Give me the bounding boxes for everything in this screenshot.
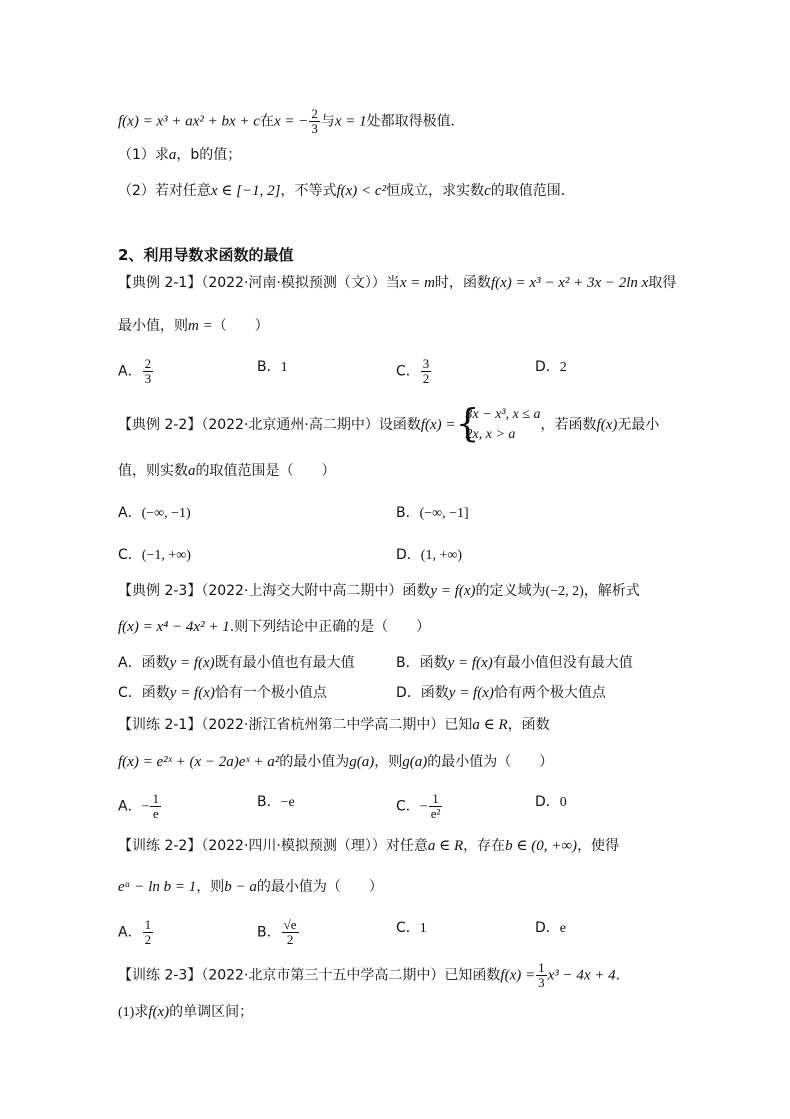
example-tag: 【典例 2-1】 — [118, 275, 202, 291]
subquestion-1: （1）求a，b的值； — [118, 147, 242, 163]
option-a[interactable]: A．− $\frac{1}{e}$ — [118, 791, 159, 821]
option-a[interactable]: A．(−∞, −1) — [118, 505, 191, 521]
option-d[interactable]: D．e — [535, 920, 566, 936]
option-d[interactable]: D．2 — [535, 359, 567, 375]
problem-condition-line: f(x) = x³ + ax² + bx + c在x = − $\frac{2}{3}$ 与x = 1处都取得极值． — [118, 106, 465, 136]
training-2-3-line2: (1)求f(x)的单调区间； — [118, 1004, 254, 1020]
option-a[interactable]: A． $\frac{1}{2}$ — [118, 917, 152, 947]
fraction: $\frac{2}{3}$ — [311, 106, 318, 136]
option-c[interactable]: C．1 — [396, 920, 427, 936]
function-expression: f(x) = x³ + ax² + bx + c — [118, 113, 260, 130]
example-tag: 【典例 2-3】 — [118, 583, 202, 599]
option-d[interactable]: D．(1, +∞) — [396, 547, 462, 563]
training-2-3: 【训练 2-3】（2022·北京市第三十五中学高二期中）已知函数f(x) = $\frac{1}{3}$ x³ − 4x + 4. — [118, 960, 621, 990]
piecewise-function: { 3x − x³, x ≤ a 2x, x > a — [455, 401, 541, 445]
option-c[interactable]: C．− $\frac{1}{\text{e²}}$ — [396, 791, 441, 821]
option-c[interactable]: C．函数y = f(x)恰有一个极小值点 — [118, 685, 327, 701]
option-d[interactable]: D．0 — [535, 794, 567, 810]
option-b[interactable]: B．函数y = f(x)有最小值但没有最大值 — [396, 655, 633, 671]
example-2-2-line2: 值，则实数a的取值范围是（ ） — [118, 463, 336, 479]
example-2-1-line2: 最小值，则m =（ ） — [118, 318, 269, 334]
training-2-2-line2: eᵃ − ln b = 1，则b − a的最小值为（ ） — [118, 879, 383, 895]
subquestion-2: （2）若对任意x ∈ [−1, 2]，不等式f(x) < c²恒成立，求实数c的取值范围． — [118, 183, 575, 199]
option-b[interactable]: B．1 — [257, 359, 288, 375]
option-d[interactable]: D．函数y = f(x)恰有两个极大值点 — [396, 685, 606, 701]
training-2-1-line2: f(x) = e²ˣ + (x − 2a)eˣ + a²的最小值为g(a)，则g(a)的最小值为（ ） — [118, 754, 554, 770]
section-heading: 2、利用导数求函数的最值 — [118, 246, 294, 264]
example-2-3-line2: f(x) = x⁴ − 4x² + 1.则下列结论中正确的是（ ） — [118, 619, 431, 635]
option-b[interactable]: B．−e — [257, 794, 295, 810]
training-tag: 【训练 2-3】 — [118, 967, 202, 984]
example-tag: 【典例 2-2】 — [118, 417, 202, 433]
example-2-2: 【典例 2-2】（2022·北京通州·高二期中）设函数f(x) = { 3x − x³, x ≤ a 2x, x > a ，若函数f(x)无最小 — [118, 401, 660, 445]
option-b[interactable]: B． $\frac{√e}{2}$ — [257, 917, 297, 947]
option-c[interactable]: C．(−1, +∞) — [118, 547, 191, 563]
option-a[interactable]: A． $\frac{2}{3}$ — [118, 356, 152, 386]
training-tag: 【训练 2-1】 — [118, 717, 202, 733]
option-a[interactable]: A．函数y = f(x)既有最小值也有最大值 — [118, 655, 355, 671]
example-2-3: 【典例 2-3】（2022·上海交大附中高二期中）函数y = f(x)的定义域为(−2, 2)，解析式 — [118, 583, 640, 599]
training-tag: 【训练 2-2】 — [118, 838, 202, 854]
example-2-1: 【典例 2-1】（2022·河南·模拟预测（文））当x = m时，函数f(x) = x³ − x² + 3x − 2ln x取得 — [118, 275, 677, 291]
training-2-2: 【训练 2-2】（2022·四川·模拟预测（理））对任意a ∈ R，存在b ∈ (0, +∞)，使得 — [118, 838, 620, 854]
option-b[interactable]: B．(−∞, −1] — [396, 505, 469, 521]
option-c[interactable]: C． $\frac{3}{2}$ — [396, 356, 430, 386]
training-2-1: 【训练 2-1】（2022·浙江省杭州第二中学高二期中）已知a ∈ R，函数 — [118, 717, 550, 733]
